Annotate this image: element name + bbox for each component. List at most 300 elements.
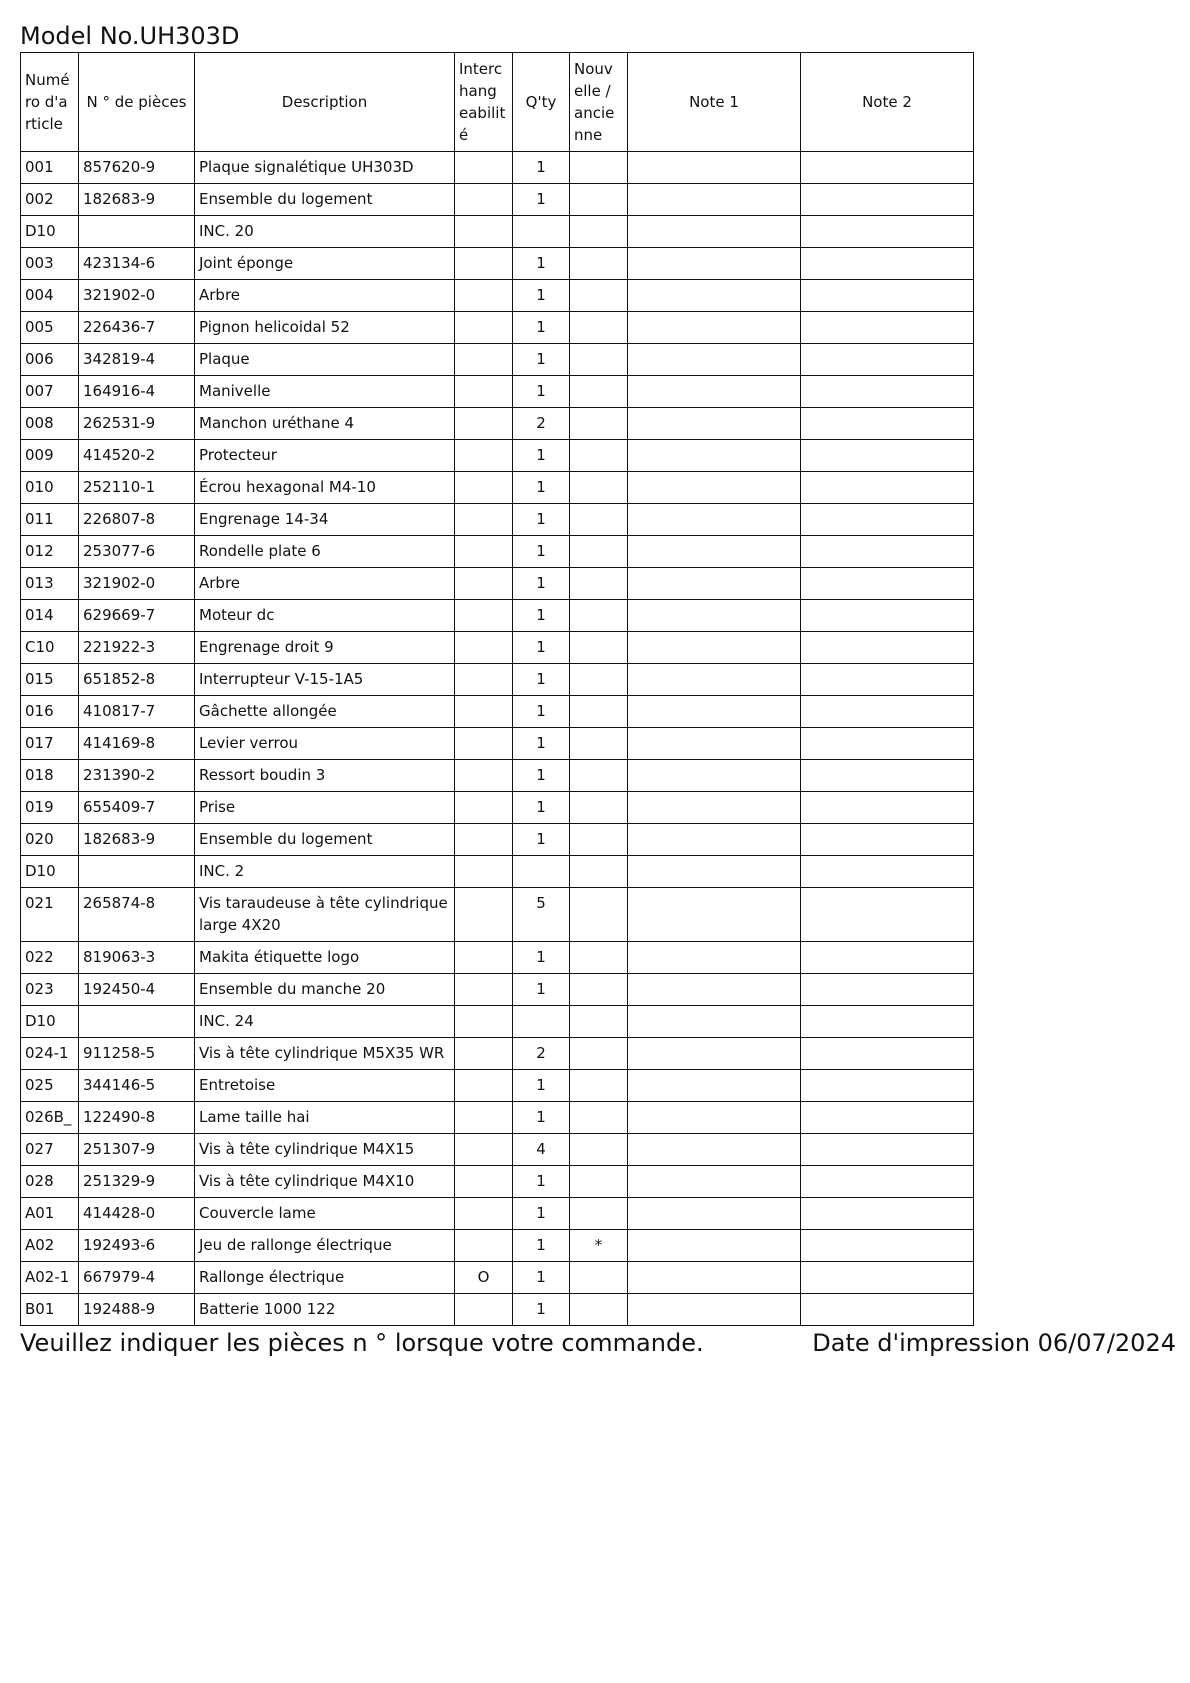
cell-new-old	[570, 1038, 628, 1070]
cell-new-old	[570, 888, 628, 942]
table-row	[21, 728, 974, 760]
cell-description: Rondelle plate 6	[195, 536, 455, 568]
cell-description: Écrou hexagonal M4-10	[195, 472, 455, 504]
cell-note2	[801, 824, 974, 856]
cell-new-old	[570, 728, 628, 760]
cell-description: Vis à tête cylindrique M4X10	[195, 1166, 455, 1198]
cell-part-no: 423134-6	[79, 248, 195, 280]
cell-item-no: 022	[21, 942, 79, 974]
cell-part-no: 192493-6	[79, 1230, 195, 1262]
cell-interchangeability	[455, 376, 513, 408]
table-row	[21, 280, 974, 312]
cell-description: Manchon uréthane 4	[195, 408, 455, 440]
cell-note2	[801, 1102, 974, 1134]
table-row	[21, 344, 974, 376]
cell-interchangeability	[455, 1294, 513, 1326]
cell-part-no: 221922-3	[79, 632, 195, 664]
table-row	[21, 1070, 974, 1102]
cell-description: Arbre	[195, 568, 455, 600]
cell-part-no: 344146-5	[79, 1070, 195, 1102]
cell-part-no: 164916-4	[79, 376, 195, 408]
cell-qty: 1	[513, 760, 570, 792]
cell-new-old	[570, 760, 628, 792]
cell-part-no: 231390-2	[79, 760, 195, 792]
cell-qty: 1	[513, 184, 570, 216]
cell-note2	[801, 344, 974, 376]
cell-item-no: 009	[21, 440, 79, 472]
cell-new-old	[570, 472, 628, 504]
cell-interchangeability	[455, 472, 513, 504]
cell-qty: 1	[513, 376, 570, 408]
cell-note1	[628, 1102, 801, 1134]
cell-description: INC. 24	[195, 1006, 455, 1038]
cell-item-no: 019	[21, 792, 79, 824]
cell-description: Engrenage 14-34	[195, 504, 455, 536]
cell-note2	[801, 376, 974, 408]
cell-description: Batterie 1000 122	[195, 1294, 455, 1326]
cell-item-no: D10	[21, 216, 79, 248]
cell-item-no: 014	[21, 600, 79, 632]
cell-interchangeability	[455, 942, 513, 974]
cell-qty: 1	[513, 344, 570, 376]
order-instruction: Veuillez indiquer les pièces n ° lorsque votre commande.	[20, 1329, 704, 1357]
cell-part-no: 192450-4	[79, 974, 195, 1006]
table-row	[21, 888, 974, 942]
cell-note2	[801, 504, 974, 536]
cell-qty: 1	[513, 942, 570, 974]
cell-description: Moteur dc	[195, 600, 455, 632]
cell-part-no: 226436-7	[79, 312, 195, 344]
cell-description: Levier verrou	[195, 728, 455, 760]
cell-note2	[801, 1198, 974, 1230]
cell-description: Rallonge électrique	[195, 1262, 455, 1294]
cell-interchangeability	[455, 696, 513, 728]
cell-interchangeability	[455, 536, 513, 568]
cell-item-no: 005	[21, 312, 79, 344]
table-row	[21, 1198, 974, 1230]
table-row	[21, 408, 974, 440]
cell-interchangeability	[455, 1006, 513, 1038]
cell-description: Ensemble du logement	[195, 824, 455, 856]
cell-description: Ressort boudin 3	[195, 760, 455, 792]
cell-qty: 1	[513, 1230, 570, 1262]
cell-qty: 1	[513, 1294, 570, 1326]
cell-interchangeability	[455, 792, 513, 824]
table-row	[21, 248, 974, 280]
cell-note1	[628, 760, 801, 792]
cell-item-no: D10	[21, 1006, 79, 1038]
cell-description: Arbre	[195, 280, 455, 312]
cell-new-old	[570, 942, 628, 974]
cell-new-old	[570, 568, 628, 600]
cell-note1	[628, 632, 801, 664]
cell-qty: 1	[513, 728, 570, 760]
cell-note2	[801, 942, 974, 974]
cell-qty: 4	[513, 1134, 570, 1166]
cell-new-old	[570, 1198, 628, 1230]
col-header-note1: Note 1	[628, 53, 801, 152]
cell-note2	[801, 1134, 974, 1166]
table-row	[21, 472, 974, 504]
cell-note1	[628, 856, 801, 888]
cell-item-no: 026B_	[21, 1102, 79, 1134]
cell-note1	[628, 696, 801, 728]
cell-new-old	[570, 344, 628, 376]
cell-description: Manivelle	[195, 376, 455, 408]
cell-new-old	[570, 792, 628, 824]
cell-new-old	[570, 1134, 628, 1166]
cell-note1	[628, 1198, 801, 1230]
cell-item-no: 003	[21, 248, 79, 280]
cell-new-old	[570, 536, 628, 568]
cell-interchangeability	[455, 568, 513, 600]
cell-interchangeability	[455, 728, 513, 760]
table-row	[21, 1006, 974, 1038]
cell-note1	[628, 280, 801, 312]
cell-interchangeability	[455, 152, 513, 184]
cell-qty: 1	[513, 248, 570, 280]
cell-qty: 2	[513, 1038, 570, 1070]
cell-item-no: 025	[21, 1070, 79, 1102]
cell-part-no	[79, 1006, 195, 1038]
cell-qty: 1	[513, 824, 570, 856]
cell-note1	[628, 184, 801, 216]
cell-part-no: 321902-0	[79, 280, 195, 312]
parts-table-body	[21, 152, 974, 1326]
cell-item-no: 008	[21, 408, 79, 440]
cell-note2	[801, 888, 974, 942]
cell-interchangeability	[455, 184, 513, 216]
table-row	[21, 760, 974, 792]
table-row	[21, 536, 974, 568]
cell-qty: 1	[513, 1102, 570, 1134]
cell-qty: 1	[513, 472, 570, 504]
cell-new-old	[570, 248, 628, 280]
cell-description: Vis à tête cylindrique M4X15	[195, 1134, 455, 1166]
cell-part-no	[79, 856, 195, 888]
cell-interchangeability	[455, 280, 513, 312]
cell-new-old	[570, 1262, 628, 1294]
cell-note1	[628, 152, 801, 184]
col-header-item-no: Numé ro d'a rticle	[21, 53, 79, 152]
cell-interchangeability	[455, 1038, 513, 1070]
cell-qty: 1	[513, 696, 570, 728]
cell-part-no: 414169-8	[79, 728, 195, 760]
cell-interchangeability	[455, 216, 513, 248]
cell-note2	[801, 1262, 974, 1294]
cell-part-no: 253077-6	[79, 536, 195, 568]
cell-description: Ensemble du logement	[195, 184, 455, 216]
cell-part-no: 251329-9	[79, 1166, 195, 1198]
cell-note1	[628, 888, 801, 942]
cell-description: Plaque	[195, 344, 455, 376]
table-row	[21, 792, 974, 824]
cell-description: Jeu de rallonge électrique	[195, 1230, 455, 1262]
cell-part-no: 321902-0	[79, 568, 195, 600]
table-row	[21, 632, 974, 664]
cell-description: Protecteur	[195, 440, 455, 472]
cell-new-old	[570, 974, 628, 1006]
cell-note2	[801, 568, 974, 600]
cell-interchangeability	[455, 1166, 513, 1198]
cell-note1	[628, 312, 801, 344]
cell-description: Joint éponge	[195, 248, 455, 280]
cell-qty: 1	[513, 600, 570, 632]
cell-interchangeability	[455, 1230, 513, 1262]
cell-description: Gâchette allongée	[195, 696, 455, 728]
cell-item-no: 016	[21, 696, 79, 728]
table-row	[21, 824, 974, 856]
cell-new-old	[570, 216, 628, 248]
cell-new-old	[570, 504, 628, 536]
table-row	[21, 1166, 974, 1198]
cell-note2	[801, 312, 974, 344]
table-row	[21, 440, 974, 472]
cell-qty: 5	[513, 888, 570, 942]
cell-note1	[628, 344, 801, 376]
table-row	[21, 600, 974, 632]
cell-new-old	[570, 376, 628, 408]
cell-part-no: 182683-9	[79, 824, 195, 856]
cell-interchangeability: O	[455, 1262, 513, 1294]
cell-interchangeability	[455, 888, 513, 942]
table-row	[21, 1262, 974, 1294]
cell-new-old	[570, 664, 628, 696]
cell-part-no: 414520-2	[79, 440, 195, 472]
cell-interchangeability	[455, 664, 513, 696]
cell-description: Entretoise	[195, 1070, 455, 1102]
cell-part-no: 182683-9	[79, 184, 195, 216]
table-row	[21, 1134, 974, 1166]
cell-note1	[628, 1006, 801, 1038]
cell-description: Couvercle lame	[195, 1198, 455, 1230]
cell-qty: 1	[513, 1166, 570, 1198]
col-header-interchangeability: Interc hang eabilit é	[455, 53, 513, 152]
cell-description: Vis taraudeuse à tête cylindrique large 4X20	[195, 888, 455, 942]
cell-qty: 1	[513, 152, 570, 184]
table-row	[21, 376, 974, 408]
cell-note2	[801, 408, 974, 440]
cell-part-no: 226807-8	[79, 504, 195, 536]
cell-qty: 1	[513, 1070, 570, 1102]
cell-part-no: 857620-9	[79, 152, 195, 184]
cell-note1	[628, 728, 801, 760]
cell-interchangeability	[455, 824, 513, 856]
cell-interchangeability	[455, 1070, 513, 1102]
col-header-description: Description	[195, 53, 455, 152]
cell-item-no: 011	[21, 504, 79, 536]
cell-note2	[801, 472, 974, 504]
cell-note2	[801, 664, 974, 696]
table-row	[21, 696, 974, 728]
cell-note1	[628, 536, 801, 568]
cell-note2	[801, 152, 974, 184]
cell-part-no: 252110-1	[79, 472, 195, 504]
cell-item-no: 012	[21, 536, 79, 568]
cell-note2	[801, 728, 974, 760]
cell-new-old	[570, 1102, 628, 1134]
cell-new-old	[570, 440, 628, 472]
cell-new-old: *	[570, 1230, 628, 1262]
cell-note1	[628, 1038, 801, 1070]
cell-part-no: 667979-4	[79, 1262, 195, 1294]
cell-qty: 1	[513, 632, 570, 664]
table-row	[21, 974, 974, 1006]
cell-item-no: D10	[21, 856, 79, 888]
cell-description: Interrupteur V-15-1A5	[195, 664, 455, 696]
cell-new-old	[570, 696, 628, 728]
cell-qty: 1	[513, 312, 570, 344]
cell-qty: 1	[513, 504, 570, 536]
cell-interchangeability	[455, 1134, 513, 1166]
cell-note2	[801, 1038, 974, 1070]
cell-note1	[628, 1134, 801, 1166]
table-row	[21, 1038, 974, 1070]
cell-qty: 1	[513, 568, 570, 600]
cell-note2	[801, 974, 974, 1006]
cell-item-no: 021	[21, 888, 79, 942]
cell-qty	[513, 216, 570, 248]
model-title: Model No.UH303D	[20, 22, 240, 50]
cell-item-no: 018	[21, 760, 79, 792]
table-row	[21, 504, 974, 536]
cell-interchangeability	[455, 600, 513, 632]
cell-interchangeability	[455, 504, 513, 536]
cell-item-no: 024-1	[21, 1038, 79, 1070]
cell-item-no: 002	[21, 184, 79, 216]
cell-interchangeability	[455, 440, 513, 472]
cell-interchangeability	[455, 632, 513, 664]
cell-note1	[628, 408, 801, 440]
cell-part-no: 911258-5	[79, 1038, 195, 1070]
cell-note1	[628, 1070, 801, 1102]
cell-note2	[801, 1006, 974, 1038]
cell-item-no: B01	[21, 1294, 79, 1326]
cell-qty: 1	[513, 792, 570, 824]
print-date: Date d'impression 06/07/2024	[812, 1329, 1176, 1357]
cell-description: INC. 20	[195, 216, 455, 248]
cell-note1	[628, 1294, 801, 1326]
cell-part-no: 629669-7	[79, 600, 195, 632]
cell-new-old	[570, 1294, 628, 1326]
cell-description: INC. 2	[195, 856, 455, 888]
cell-new-old	[570, 408, 628, 440]
cell-interchangeability	[455, 1102, 513, 1134]
table-row	[21, 312, 974, 344]
col-header-note2: Note 2	[801, 53, 974, 152]
cell-item-no: 027	[21, 1134, 79, 1166]
cell-note1	[628, 942, 801, 974]
cell-note2	[801, 792, 974, 824]
cell-note2	[801, 632, 974, 664]
cell-note2	[801, 280, 974, 312]
cell-interchangeability	[455, 1198, 513, 1230]
cell-new-old	[570, 312, 628, 344]
cell-note2	[801, 184, 974, 216]
cell-part-no: 819063-3	[79, 942, 195, 974]
cell-item-no: 010	[21, 472, 79, 504]
col-header-qty: Q'ty	[513, 53, 570, 152]
cell-item-no: A02-1	[21, 1262, 79, 1294]
cell-item-no: A01	[21, 1198, 79, 1230]
cell-new-old	[570, 280, 628, 312]
cell-description: Engrenage droit 9	[195, 632, 455, 664]
cell-note1	[628, 440, 801, 472]
cell-interchangeability	[455, 856, 513, 888]
cell-item-no: 028	[21, 1166, 79, 1198]
cell-qty: 1	[513, 974, 570, 1006]
table-row	[21, 1294, 974, 1326]
cell-new-old	[570, 600, 628, 632]
cell-note1	[628, 1166, 801, 1198]
cell-new-old	[570, 632, 628, 664]
cell-qty	[513, 856, 570, 888]
cell-qty: 1	[513, 1262, 570, 1294]
cell-item-no: 013	[21, 568, 79, 600]
table-row	[21, 1102, 974, 1134]
cell-note1	[628, 376, 801, 408]
cell-note1	[628, 664, 801, 696]
cell-new-old	[570, 1070, 628, 1102]
cell-interchangeability	[455, 312, 513, 344]
cell-interchangeability	[455, 974, 513, 1006]
cell-item-no: 023	[21, 974, 79, 1006]
cell-item-no: C10	[21, 632, 79, 664]
cell-item-no: A02	[21, 1230, 79, 1262]
cell-qty: 1	[513, 440, 570, 472]
cell-note2	[801, 696, 974, 728]
cell-part-no: 122490-8	[79, 1102, 195, 1134]
cell-note1	[628, 792, 801, 824]
cell-note1	[628, 216, 801, 248]
cell-part-no: 342819-4	[79, 344, 195, 376]
cell-new-old	[570, 152, 628, 184]
table-row	[21, 568, 974, 600]
cell-interchangeability	[455, 248, 513, 280]
cell-note2	[801, 440, 974, 472]
cell-note2	[801, 600, 974, 632]
table-row	[21, 942, 974, 974]
cell-qty: 2	[513, 408, 570, 440]
cell-note2	[801, 536, 974, 568]
cell-item-no: 015	[21, 664, 79, 696]
cell-note1	[628, 568, 801, 600]
col-header-part-no: N ° de pièces	[79, 53, 195, 152]
cell-new-old	[570, 856, 628, 888]
cell-qty: 1	[513, 664, 570, 696]
cell-part-no: 192488-9	[79, 1294, 195, 1326]
cell-description: Plaque signalétique UH303D	[195, 152, 455, 184]
table-row	[21, 664, 974, 696]
cell-part-no: 251307-9	[79, 1134, 195, 1166]
cell-note1	[628, 504, 801, 536]
cell-item-no: 006	[21, 344, 79, 376]
cell-item-no: 007	[21, 376, 79, 408]
cell-item-no: 004	[21, 280, 79, 312]
table-row	[21, 856, 974, 888]
cell-description: Ensemble du manche 20	[195, 974, 455, 1006]
cell-interchangeability	[455, 344, 513, 376]
cell-new-old	[570, 1006, 628, 1038]
cell-note2	[801, 760, 974, 792]
cell-qty: 1	[513, 280, 570, 312]
cell-note1	[628, 1230, 801, 1262]
cell-interchangeability	[455, 760, 513, 792]
cell-part-no: 651852-8	[79, 664, 195, 696]
cell-note2	[801, 1230, 974, 1262]
cell-part-no: 265874-8	[79, 888, 195, 942]
cell-description: Prise	[195, 792, 455, 824]
